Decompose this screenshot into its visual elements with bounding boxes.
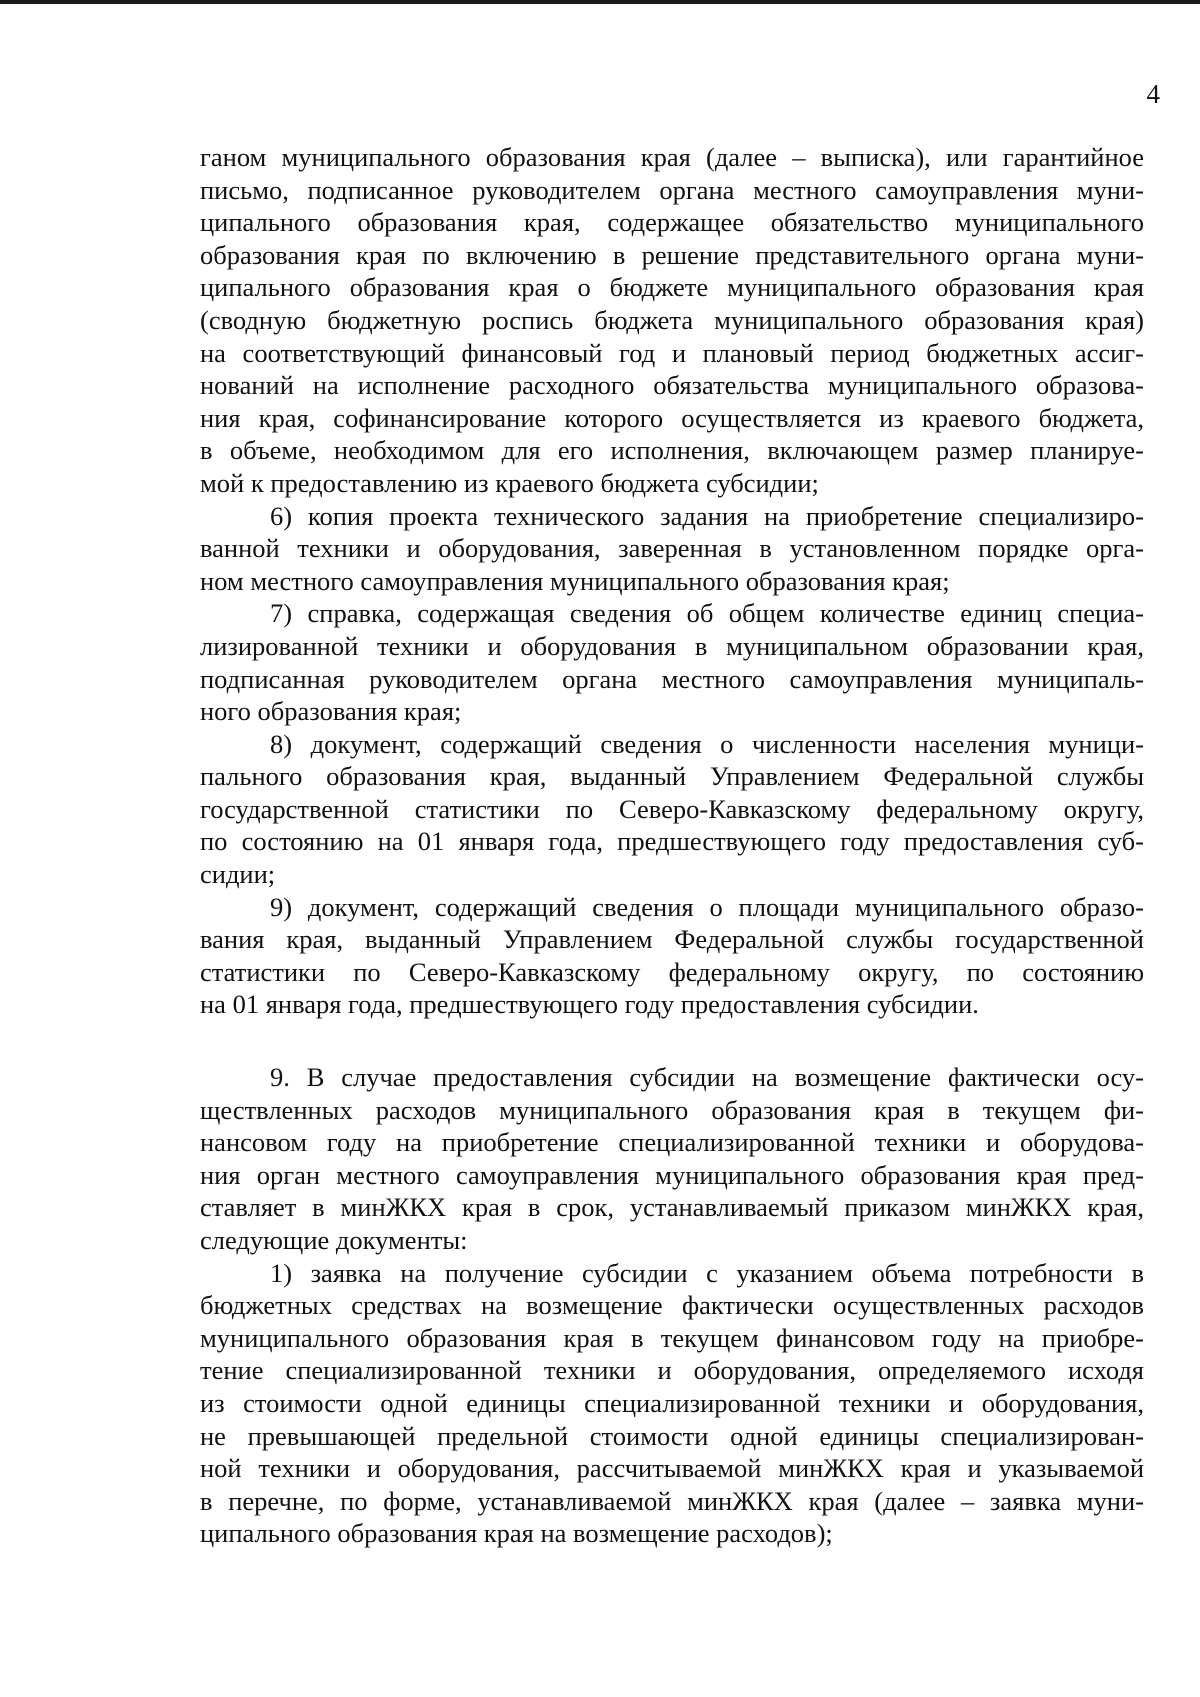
text-line: бюджетных средствах на возмещение фактически осуществленных расходов xyxy=(200,1290,1144,1321)
section-spacer xyxy=(200,1021,1144,1061)
text-line: 9) документ, содержащий сведения о площади муниципального образо- xyxy=(270,891,1144,922)
text-line: ного образования края; xyxy=(200,696,462,727)
text-line: в объеме, необходимом для его исполнения, включающем размер планируе- xyxy=(200,435,1144,466)
text-line: государственной статистики по Северо-Кавказскому федеральному округу, xyxy=(200,793,1144,824)
paragraph-item-6 xyxy=(200,500,1144,598)
text-line: 9. В случае предоставления субсидии на возмещение фактически осу- xyxy=(270,1062,1144,1093)
text-line: мой к предоставлению из краевого бюджета субсидии; xyxy=(200,467,819,498)
text-line: ной техники и оборудования, рассчитываемой минЖКХ края и указываемой xyxy=(200,1453,1144,1484)
text-line: статистики по Северо-Кавказскому федеральному округу, по состоянию xyxy=(200,956,1144,987)
text-line: (сводную бюджетную роспись бюджета муниципального образования края) xyxy=(200,304,1144,335)
text-line: вания края, выданный Управлением Федеральной службы государственной xyxy=(200,924,1144,955)
text-line: ципального образования края о бюджете муниципального образования края xyxy=(200,272,1144,303)
text-line: тение специализированной техники и оборудования, определяемого исходя xyxy=(200,1355,1144,1386)
text-line: 8) документ, содержащий сведения о численности населения муници- xyxy=(270,728,1144,759)
text-line: ганом муниципального образования края (далее – выписка), или гарантийное xyxy=(200,142,1144,172)
text-line: следующие документы: xyxy=(200,1225,468,1255)
text-line: 1) заявка на получение субсидии с указанием объема потребности в xyxy=(270,1257,1144,1288)
text-line: в перечне, по форме, устанавливаемой минЖКХ края (далее – заявка муни- xyxy=(200,1485,1144,1516)
document-body xyxy=(200,141,1144,1550)
text-line: пального образования края, выданный Управлением Федеральной службы xyxy=(200,761,1144,792)
text-line: письмо, подписанное руководителем органа местного самоуправления муни- xyxy=(200,174,1144,205)
page-number: 4 xyxy=(1146,79,1160,109)
text-line: 7) справка, содержащая сведения об общем количестве единиц специа- xyxy=(270,598,1144,629)
text-line: ния орган местного самоуправления муниципального образования края пред- xyxy=(200,1159,1144,1190)
text-line: ном местного самоуправления муниципального образования края; xyxy=(200,565,950,596)
text-line: не превышающей предельной стоимости одной единицы специализирован- xyxy=(200,1420,1144,1451)
text-line: образования края по включению в решение представительного органа муни- xyxy=(200,239,1144,270)
text-line: нований на исполнение расходного обязательства муниципального образова- xyxy=(200,370,1144,401)
text-line: ставляет в минЖКХ края в срок, устанавливаемый приказом минЖКХ края, xyxy=(200,1192,1144,1223)
paragraph-item-7 xyxy=(200,597,1144,727)
text-line: сидии; xyxy=(200,859,276,890)
paragraph-item-8 xyxy=(200,728,1144,891)
text-line: ществленных расходов муниципального образования края в текущем фи- xyxy=(200,1094,1144,1125)
text-line: на соответствующий финансовый год и плановый период бюджетных ассиг- xyxy=(200,337,1144,368)
text-line: лизированной техники и оборудования в муниципальном образовании края, xyxy=(200,630,1144,661)
text-line: по состоянию на 01 января года, предшествующего году предоставления суб- xyxy=(200,826,1144,857)
text-line: на 01 января года, предшествующего году предоставления субсидии. xyxy=(200,989,979,1020)
text-line: ния края, софинансирование которого осуществляется из краевого бюджета, xyxy=(200,402,1144,433)
text-line: ципального образования края, содержащее обязательство муниципального xyxy=(200,207,1144,238)
text-line: муниципального образования края в текущем финансовом году на приобре- xyxy=(200,1322,1144,1353)
paragraph-section-9-item-1 xyxy=(200,1257,1144,1550)
text-line: ципального образования края на возмещение расходов); xyxy=(200,1518,833,1549)
paragraph-continuation xyxy=(200,141,1144,500)
paragraph-item-9 xyxy=(200,891,1144,1021)
text-line: 6) копия проекта технического задания на приобретение специализиро- xyxy=(270,500,1144,531)
text-line: из стоимости одной единицы специализированной техники и оборудования, xyxy=(200,1387,1144,1418)
paragraph-section-9 xyxy=(200,1061,1144,1257)
text-line: ванной техники и оборудования, заверенная в установленном порядке орга- xyxy=(200,533,1144,564)
scan-top-edge xyxy=(0,0,1200,4)
text-line: нансовом году на приобретение специализированной техники и оборудова- xyxy=(200,1127,1144,1158)
text-line: подписанная руководителем органа местного самоуправления муниципаль- xyxy=(200,663,1144,694)
